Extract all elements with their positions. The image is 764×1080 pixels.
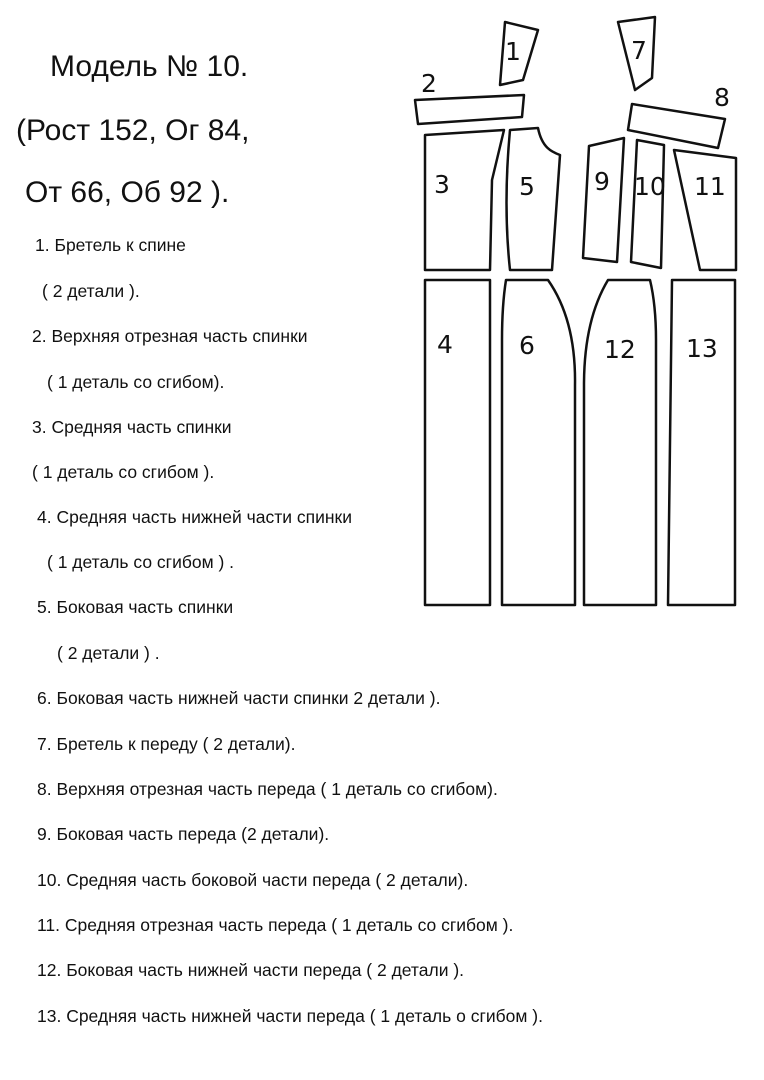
piece-label-5: 5: [519, 172, 535, 201]
measurements-line-2: От 66, Об 92 ).: [25, 176, 230, 209]
legend-item-2-count: ( 1 деталь со сгибом).: [47, 372, 225, 392]
legend-item-3-count: ( 1 деталь со сгибом ).: [32, 462, 215, 482]
piece-6-side-lower-back: [502, 280, 575, 605]
legend-item-6: 6. Боковая часть нижней части спинки 2 детали ).: [37, 688, 441, 708]
legend-item-2: 2. Верхняя отрезная часть спинки: [32, 326, 308, 346]
legend-item-3: 3. Средняя часть спинки: [32, 417, 232, 437]
piece-label-7: 7: [631, 36, 647, 65]
piece-label-3: 3: [434, 170, 450, 199]
piece-11-mid-front: [674, 150, 736, 270]
piece-9-side-front: [583, 138, 624, 262]
legend-item-13: 13. Средняя часть нижней части переда ( 1 деталь о сгибом ).: [37, 1006, 543, 1026]
legend-item-7: 7. Бретель к переду ( 2 детали).: [37, 734, 296, 754]
legend-item-8: 8. Верхняя отрезная часть переда ( 1 деталь со сгибом).: [37, 779, 498, 799]
piece-12-side-lower-front: [584, 280, 656, 605]
piece-10-mid-side-front: [631, 140, 664, 268]
piece-label-11: 11: [694, 172, 726, 201]
piece-label-6: 6: [519, 331, 535, 360]
legend-item-5-count: ( 2 детали ) .: [57, 643, 160, 663]
model-title: Модель № 10.: [50, 50, 249, 83]
legend-item-1: 1. Бретель к спине: [35, 235, 186, 255]
legend-item-10: 10. Средняя часть боковой части переда ( 2 детали).: [37, 870, 469, 890]
piece-label-13: 13: [686, 334, 718, 363]
measurements-line-1: (Рост 152, Ог 84,: [16, 114, 250, 147]
legend-item-4: 4. Средняя часть нижней части спинки: [37, 507, 352, 527]
piece-3-mid-back: [425, 130, 504, 270]
piece-label-12: 12: [604, 335, 636, 364]
legend-item-11: 11. Средняя отрезная часть переда ( 1 деталь со сгибом ).: [37, 915, 514, 935]
piece-label-4: 4: [437, 330, 453, 359]
legend-item-9: 9. Боковая часть переда (2 детали).: [37, 824, 330, 844]
piece-label-1: 1: [505, 37, 521, 66]
piece-4-lower-mid-back: [425, 280, 490, 605]
piece-label-8: 8: [714, 83, 730, 112]
piece-13-mid-lower-front: [668, 280, 735, 605]
piece-2-upper-back: [415, 95, 524, 124]
piece-label-9: 9: [594, 167, 610, 196]
piece-label-10: 10: [634, 172, 666, 201]
legend-item-5: 5. Боковая часть спинки: [37, 597, 234, 617]
legend-item-4-count: ( 1 деталь со сгибом ) .: [47, 552, 235, 572]
legend-item-12: 12. Боковая часть нижней части переда ( 2 детали ).: [37, 960, 465, 980]
legend-item-1-count: ( 2 детали ).: [42, 281, 140, 301]
piece-label-2: 2: [421, 69, 437, 98]
